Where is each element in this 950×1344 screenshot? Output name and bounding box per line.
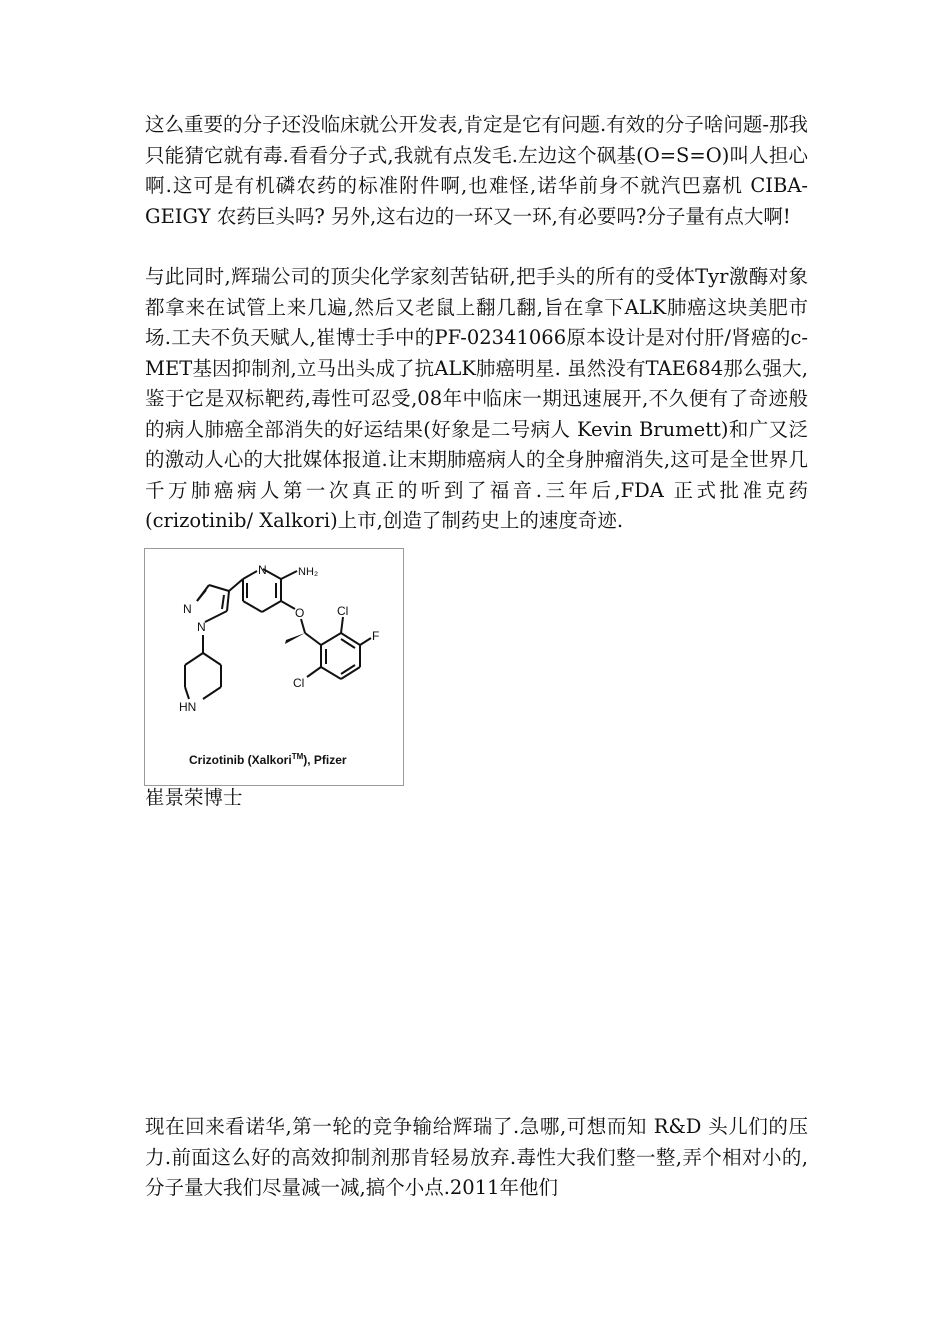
oxygen-label: O <box>295 606 305 620</box>
pyridine-n-label: N <box>258 563 267 577</box>
ether-bond <box>281 601 295 609</box>
figure-caption-tm: TM <box>291 752 304 761</box>
amine-label: NH₂ <box>298 566 319 578</box>
chlorine-bottom-label: Cl <box>293 676 305 690</box>
paragraph-novartis-response: 现在回来看诺华,第一轮的竞争输给辉瑞了.急哪,可想而知 R&D 头儿们的压力.前面这么好的高效抑制剂那肯轻易放弃.毒性大我们整一整,弄个相对小的,分子量大我们尽量减一减,搞个小点.2011年他们 <box>145 1115 808 1199</box>
crizotinib-structure-figure <box>144 548 404 786</box>
piperidine-ring <box>185 653 221 699</box>
figure-caption-tail: ), Pfizer <box>303 753 347 767</box>
pyrazole-n2-label: N <box>197 620 206 634</box>
crizotinib-structure-drawing <box>145 549 403 785</box>
amine-bond <box>281 571 297 579</box>
pyrazole-n1-label: N <box>183 602 192 616</box>
author-caption: 崔景荣博士 <box>145 786 243 809</box>
fluorine-label: F <box>372 629 380 643</box>
pyrazole-ring <box>197 585 229 622</box>
piperidine-nh-label: HN <box>179 700 197 714</box>
chlorine-top-label: Cl <box>337 604 349 618</box>
paragraph-sulfone-concern: 这么重要的分子还没临床就公开发表,肯定是它有问题.有效的分子啥问题-那我只能猜它就有毒.看看分子式,我就有点发毛.左边这个砜基(O=S=O)叫人担心啊.这可是有机磷农药的标准附件啊,也难怪,诺华前身不就汽巴嘉机 CIBA-GEIGY 农药巨头吗? 另外,这右边的一环又一环,有必要吗?分子量有点大啊! <box>145 113 808 228</box>
figure-caption-name: Crizotinib (Xalkori <box>189 753 292 767</box>
paragraph-pfizer-crizotinib: 与此同时,辉瑞公司的顶尖化学家刻苦钻研,把手头的所有的受体Tyr激酶对象都拿来在试管上来几遍,然后又老鼠上翻几翻,旨在拿下ALK肺癌这块美肥市场.工夫不负天赋人,崔博士手中的PF-02341066原本设计是对付肝/肾癌的c-MET基因抑制剂,立马出头成了抗ALK肺癌明星. 虽然没有TAE684那么强大,鉴于它是双标靶药,毒性可忍受,08年中临床一期迅速展开,不久便有了奇迹般的病人肺癌全部消失的好运结果(好象是二号病人 Kevin Brumett)和广又泛的激动人心的大批媒体报道.让末期肺癌病人的全身肿瘤消失,这可是全世界几千万肺癌病人第一次真正的听到了福音.三年后,FDA 正式批准克药(crizotinib/ Xalkori)上市,创造了制药史上的速度奇迹. <box>145 265 808 532</box>
methyl-wedge <box>285 633 305 644</box>
phenyl-ring <box>321 633 360 679</box>
figure-caption <box>189 752 347 767</box>
